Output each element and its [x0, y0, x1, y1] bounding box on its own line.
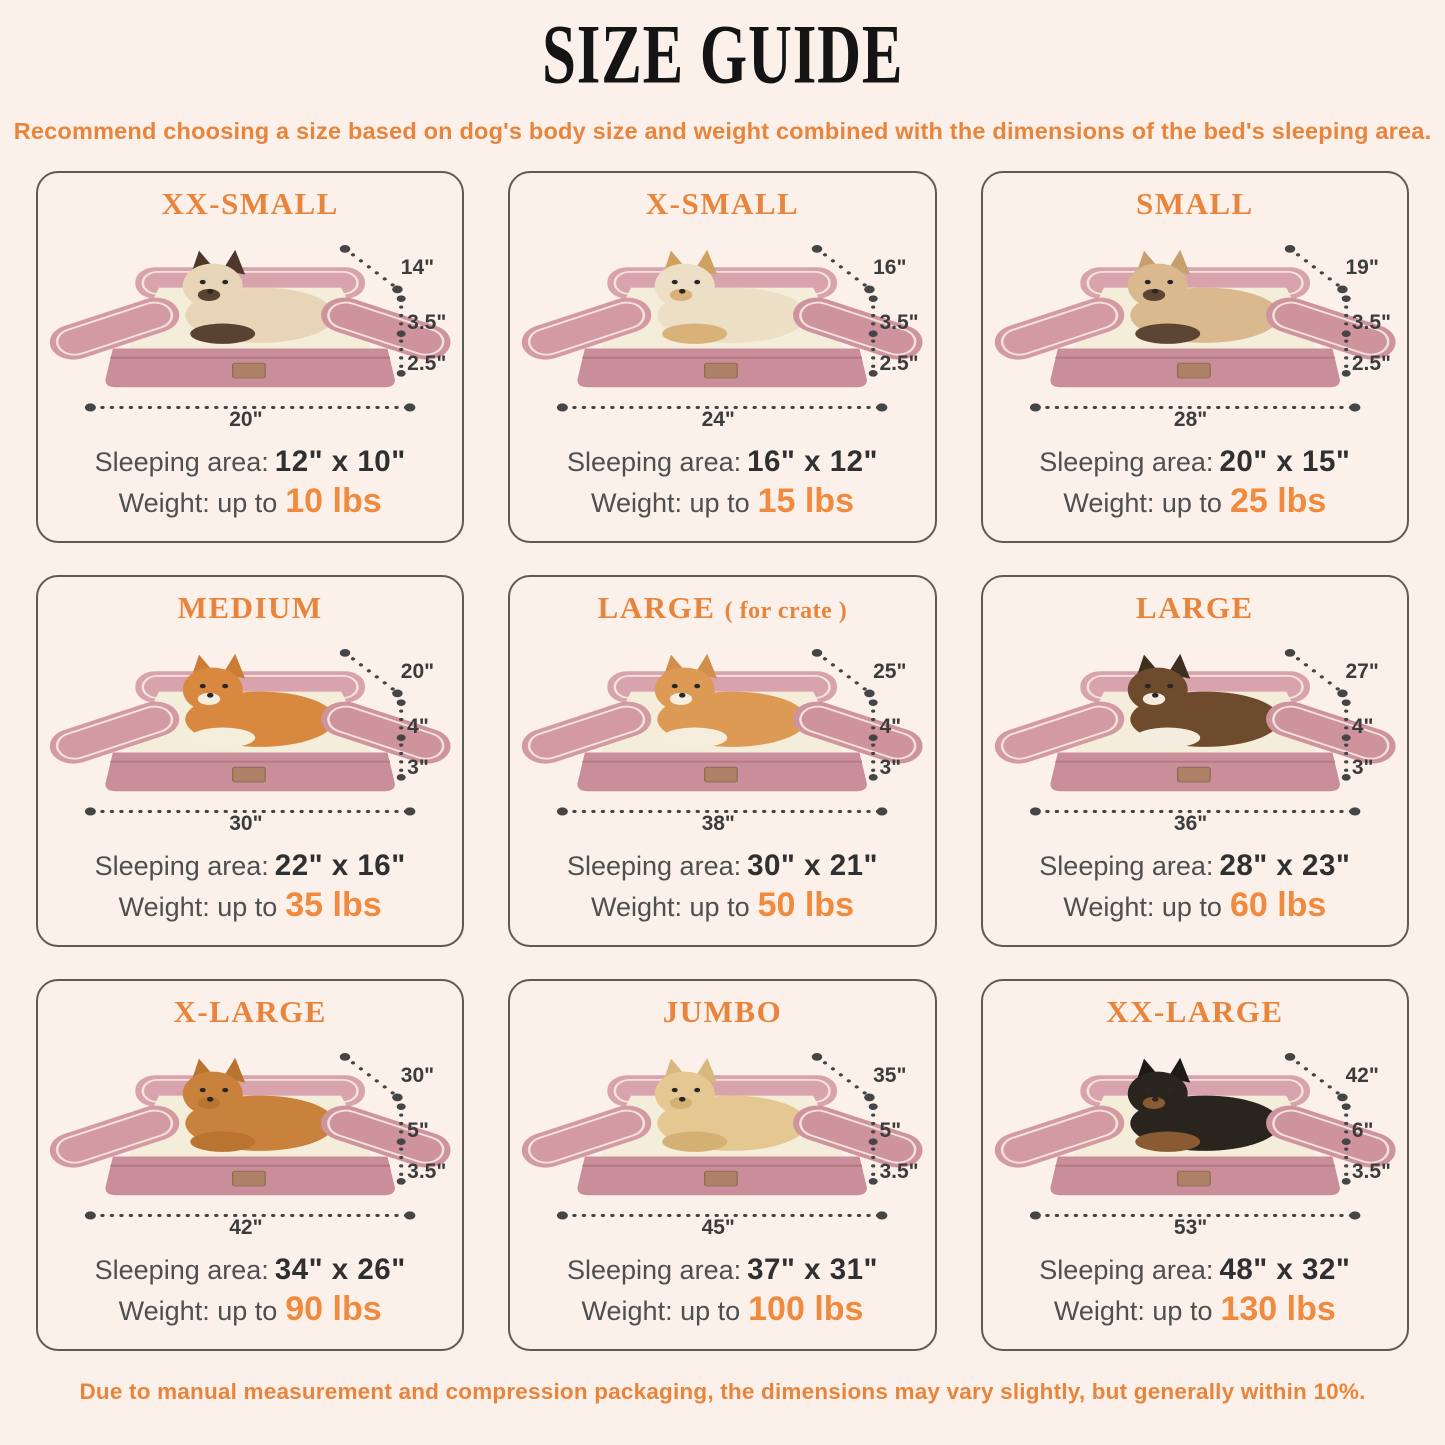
bed-base [578, 1157, 868, 1196]
bed-illustration [38, 223, 462, 437]
dog-bed-graphic [38, 223, 462, 437]
bed-width-label: 38" [701, 812, 735, 836]
dog-bed-graphic [983, 627, 1407, 841]
base-height-label: 3" [879, 755, 902, 779]
bolster-height-label: 6" [1351, 1118, 1374, 1142]
sleeping-area-label: Sleeping area: [566, 447, 742, 478]
bolster-height-label: 5" [879, 1118, 902, 1142]
depth-dimension-label: 42" [1345, 1064, 1379, 1088]
bed-base [1050, 753, 1340, 792]
size-name: XX-SMALL [161, 186, 339, 221]
bed-logo-tag [705, 1171, 737, 1186]
dog-bed-graphic [38, 1031, 462, 1245]
bed-logo-tag [1177, 1171, 1209, 1186]
bed-base [578, 753, 868, 792]
base-height-label: 3.5" [407, 1159, 447, 1183]
sleeping-area-value: 20" x 15" [1219, 445, 1351, 479]
bed-base [105, 753, 395, 792]
bed-width-label: 20" [229, 408, 263, 432]
sleeping-area-line [38, 445, 462, 479]
bolster-height-label: 3.5" [1351, 310, 1391, 334]
bed-illustration [510, 627, 934, 841]
size-name: LARGE [597, 590, 716, 625]
weight-line [38, 886, 462, 925]
bolster-height-label: 4" [407, 714, 429, 738]
header [0, 0, 1445, 145]
depth-dimension-label: 20" [400, 660, 435, 684]
bolster-height-label: 3.5" [407, 310, 447, 334]
page-subtitle: Recommend choosing a size based on dog's body size and weight combined with the dimensions of the bed's sleeping area. [13, 118, 1432, 144]
weight-value: 50 lbs [757, 886, 854, 925]
bed-base [1050, 349, 1340, 388]
sleeping-area-label: Sleeping area: [94, 1255, 269, 1286]
bed-illustration [38, 1031, 462, 1245]
sleeping-area-line [38, 1253, 462, 1287]
bed-base [105, 1157, 395, 1196]
pet-silhouette-french-bulldog [1127, 250, 1279, 344]
bed-width-label: 42" [229, 1216, 263, 1240]
pet-silhouette-border-collie [1127, 654, 1279, 748]
sleeping-area-line [983, 1253, 1407, 1287]
size-card-title [510, 591, 934, 625]
depth-dimension-label: 14" [400, 256, 435, 280]
weight-value: 100 lbs [748, 1290, 864, 1329]
bed-logo-tag [233, 767, 265, 782]
sleeping-area-value: 30" x 21" [747, 849, 879, 883]
size-cards-grid [0, 145, 1445, 1351]
sleeping-area-label: Sleeping area: [1039, 851, 1214, 882]
size-card-title [983, 591, 1407, 625]
size-card-title [38, 187, 462, 221]
sleeping-area-value: 16" x 12" [747, 445, 879, 479]
bed-width-label: 53" [1173, 1216, 1208, 1240]
size-name: X-LARGE [173, 994, 327, 1029]
pet-silhouette-ragdoll-cat [183, 250, 335, 344]
weight-line [983, 482, 1407, 521]
size-name: XX-LARGE [1106, 994, 1284, 1029]
sleeping-area-value: 12" x 10" [274, 445, 406, 479]
sleeping-area-label: Sleeping area: [94, 447, 269, 478]
weight-label: Weight: up to [581, 1296, 741, 1327]
depth-dimension-label: 27" [1345, 660, 1379, 684]
dog-bed-graphic [510, 627, 934, 841]
base-height-label: 3" [407, 755, 429, 779]
dog-bed-graphic [983, 223, 1407, 437]
bed-width-label: 36" [1173, 812, 1208, 836]
size-card [36, 171, 464, 543]
bed-illustration [510, 1031, 934, 1245]
sleeping-area-label: Sleeping area: [94, 851, 269, 882]
bed-illustration [983, 627, 1407, 841]
size-card-title [510, 187, 934, 221]
weight-label: Weight: up to [118, 892, 278, 923]
size-card [508, 575, 936, 947]
bed-illustration [510, 223, 934, 437]
base-height-label: 2.5" [879, 351, 919, 375]
size-name: MEDIUM [177, 590, 323, 625]
sleeping-area-value: 48" x 32" [1219, 1253, 1351, 1287]
bolster-height-label: 5" [407, 1118, 429, 1142]
bolster-height-label: 4" [879, 714, 902, 738]
bed-width-label: 24" [701, 408, 735, 432]
bed-logo-tag [1177, 767, 1209, 782]
size-card [981, 575, 1409, 947]
depth-dimension-label: 35" [873, 1064, 907, 1088]
weight-label: Weight: up to [1053, 1296, 1213, 1327]
sleeping-area-line [983, 445, 1407, 479]
size-name-suffix: ( for crate ) [724, 598, 848, 624]
sleeping-area-line [510, 1253, 934, 1287]
size-card-title [38, 591, 462, 625]
size-name: JUMBO [662, 994, 783, 1029]
pet-silhouette-labrador [655, 1058, 807, 1152]
dog-bed-graphic [38, 627, 462, 841]
weight-value: 60 lbs [1229, 886, 1327, 925]
bed-logo-tag [233, 363, 265, 378]
sleeping-area-line [510, 849, 934, 883]
size-name: LARGE [1135, 590, 1254, 625]
bed-illustration [983, 223, 1407, 437]
weight-value: 25 lbs [1229, 482, 1327, 521]
size-card [508, 171, 936, 543]
base-height-label: 2.5" [1351, 351, 1391, 375]
weight-value: 10 lbs [285, 482, 382, 521]
sleeping-area-value: 22" x 16" [274, 849, 406, 883]
sleeping-area-label: Sleeping area: [566, 1255, 742, 1286]
size-card [981, 171, 1409, 543]
bolster-height-label: 4" [1351, 714, 1374, 738]
depth-dimension-label: 25" [873, 660, 907, 684]
sleeping-area-label: Sleeping area: [1039, 447, 1214, 478]
weight-label: Weight: up to [1063, 892, 1222, 923]
depth-dimension-label: 30" [400, 1064, 435, 1088]
pet-silhouette-shih-tzu [655, 250, 807, 344]
base-height-label: 2.5" [407, 351, 447, 375]
bed-logo-tag [705, 363, 737, 378]
dog-bed-graphic [983, 1031, 1407, 1245]
bed-logo-tag [233, 1171, 265, 1186]
depth-dimension-label: 19" [1345, 256, 1379, 280]
sleeping-area-value: 37" x 31" [747, 1253, 879, 1287]
size-name: SMALL [1135, 186, 1254, 221]
weight-line [38, 482, 462, 521]
weight-line [38, 1290, 462, 1329]
weight-value: 15 lbs [757, 482, 854, 521]
depth-dimension-label: 16" [873, 256, 907, 280]
weight-label: Weight: up to [590, 488, 750, 519]
bed-illustration [38, 627, 462, 841]
size-card-title [983, 995, 1407, 1029]
pet-silhouette-rottweiler [1127, 1058, 1279, 1152]
pet-silhouette-corgi [183, 654, 335, 748]
size-card-title [983, 187, 1407, 221]
bed-base [105, 349, 395, 388]
size-card [36, 979, 464, 1351]
sleeping-area-value: 34" x 26" [274, 1253, 406, 1287]
pet-silhouette-golden-retriever [183, 1058, 335, 1152]
bed-logo-tag [705, 767, 737, 782]
bed-illustration [983, 1031, 1407, 1245]
bed-width-label: 45" [701, 1216, 735, 1240]
base-height-label: 3.5" [879, 1159, 919, 1183]
weight-label: Weight: up to [118, 1296, 278, 1327]
sleeping-area-label: Sleeping area: [1039, 1255, 1214, 1286]
base-height-label: 3.5" [1351, 1159, 1391, 1183]
weight-label: Weight: up to [118, 488, 278, 519]
size-card-title [510, 995, 934, 1029]
size-card [508, 979, 936, 1351]
weight-line [983, 886, 1407, 925]
bed-width-label: 28" [1173, 408, 1208, 432]
page-title: SIZE GUIDE [541, 7, 904, 102]
sleeping-area-value: 28" x 23" [1219, 849, 1351, 883]
weight-value: 90 lbs [285, 1290, 382, 1329]
weight-line [510, 1290, 934, 1329]
sleeping-area-line [510, 445, 934, 479]
sleeping-area-line [38, 849, 462, 883]
bed-base [578, 349, 868, 388]
base-height-label: 3" [1351, 755, 1374, 779]
weight-line [510, 886, 934, 925]
dog-bed-graphic [510, 223, 934, 437]
bed-base [1050, 1157, 1340, 1196]
weight-value: 35 lbs [285, 886, 382, 925]
weight-label: Weight: up to [590, 892, 750, 923]
weight-line [510, 482, 934, 521]
size-name: X-SMALL [645, 186, 800, 221]
sleeping-area-line [983, 849, 1407, 883]
dog-bed-graphic [510, 1031, 934, 1245]
bed-width-label: 30" [229, 812, 263, 836]
sleeping-area-label: Sleeping area: [566, 851, 742, 882]
weight-label: Weight: up to [1063, 488, 1222, 519]
pet-silhouette-shiba-inu [655, 654, 807, 748]
size-card [981, 979, 1409, 1351]
bed-logo-tag [1177, 363, 1209, 378]
size-card [36, 575, 464, 947]
weight-value: 130 lbs [1220, 1290, 1336, 1329]
size-card-title [38, 995, 462, 1029]
weight-line [983, 1290, 1407, 1329]
footnote: Due to manual measurement and compression packaging, the dimensions may vary slightly, but generally within 10%. [79, 1379, 1366, 1404]
bolster-height-label: 3.5" [879, 310, 919, 334]
